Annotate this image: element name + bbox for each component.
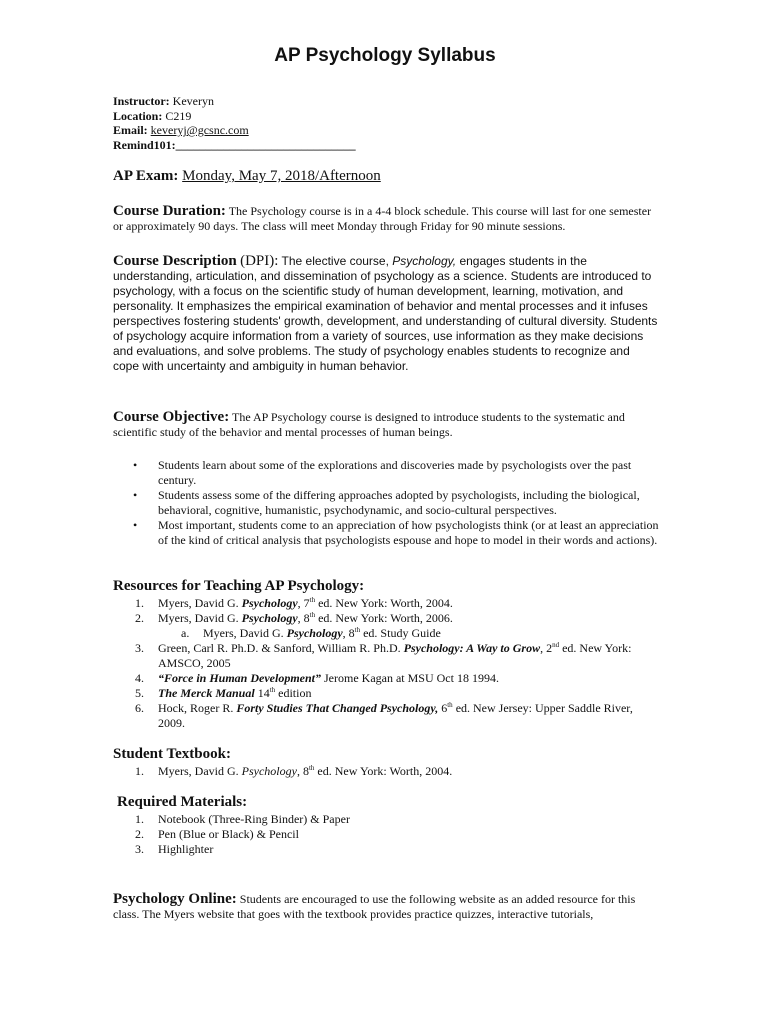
list-item: 3. Highlighter xyxy=(135,842,214,856)
textbook-heading: Student Textbook: xyxy=(113,746,231,762)
course-description-italic: Psychology, xyxy=(392,254,457,268)
location-value: C219 xyxy=(165,108,192,123)
ap-exam-line xyxy=(113,168,663,185)
course-description-text: engages students in the understanding, articulation, and dissemination of psychology as a science. Students are introduced to psychology, with a focus on the scientific study of human development, learning, motivation, and personality. It emphasizes the empirical examination of behavior and mental processes and it infuses perspectives fostering students' growth, development, and understanding of cultural diversity. Students of psychology acquire information from a variety of sources, use information as they make decisions and evaluations, and solve problems. The study of psychology enables students to recognize and cope with uncertainty and ambiguity in human behavior. xyxy=(113,254,658,373)
list-item: 1. Myers, David G. Psychology, 8th ed. New York: Worth, 2004. xyxy=(135,764,453,778)
bullet-icon: • xyxy=(133,518,138,532)
location-label: Location: xyxy=(113,108,163,123)
resources-heading: Resources for Teaching AP Psychology: xyxy=(113,578,365,594)
bullet-icon: • xyxy=(133,488,138,502)
objective-bullets xyxy=(113,458,663,548)
psychology-online-text: Students are encouraged to use the following website as an added resource for this class. The Myers website that goes with the textbook provides practice quizzes, interactive tutorials, xyxy=(113,892,636,921)
course-duration-text: The Psychology course is in a 4-4 block schedule. This course will last for one semester or approximately 90 days. The class will meet Monday through Friday for 90 minute sessions. xyxy=(113,204,652,233)
course-description-label: Course Description xyxy=(113,253,237,269)
remind-label: Remind101: xyxy=(113,137,176,152)
list-item: • Students learn about some of the explorations and discoveries made by psychologists over the past century. xyxy=(133,458,632,487)
list-item: 3. Green, Carl R. Ph.D. & Sanford, William R. Ph.D. Psychology: A Way to Grow, 2nd ed. New York: AMSCO, 2005 xyxy=(135,641,632,670)
remind-blank: ______________________________ xyxy=(175,137,356,152)
course-duration xyxy=(113,204,653,234)
instructor-info xyxy=(113,94,663,152)
materials-list xyxy=(113,812,633,857)
list-item: • Most important, students come to an appreciation of how psychologists think (or at least an appreciation of the kind of critical analysis that psychologists espouse and hope to model in their words and actions). xyxy=(133,518,659,547)
document-title: AP Psychology Syllabus xyxy=(274,45,496,66)
instructor-line xyxy=(113,94,663,109)
instructor-value: Keveryn xyxy=(172,94,214,108)
course-objective xyxy=(113,410,658,440)
remind-line xyxy=(113,138,663,153)
course-description-tag: (DPI): xyxy=(240,253,279,269)
location-line xyxy=(113,109,663,124)
list-item: • Students assess some of the differing approaches adopted by psychologists, including the biological, behavioral, cognitive, humanistic, psychodynamic, and socio-cultural perspectives. xyxy=(133,488,640,517)
list-item: 6. Hock, Roger R. Forty Studies That Changed Psychology, 6th ed. New Jersey: Upper Saddle River, 2009. xyxy=(135,701,633,730)
ap-exam-label: AP Exam: xyxy=(113,168,179,184)
ap-exam-date: Monday, May 7, 2018/Afternoon xyxy=(182,168,381,184)
email-line xyxy=(113,123,663,138)
course-objective-text: The AP Psychology course is designed to introduce students to the systematic and scientific study of the behavior and mental processes of human beings. xyxy=(113,410,625,439)
psychology-online xyxy=(113,892,653,922)
textbook-list xyxy=(113,764,633,779)
materials-heading: Required Materials: xyxy=(117,794,248,810)
instructor-label: Instructor: xyxy=(113,94,170,108)
bullet-icon: • xyxy=(133,458,138,472)
list-item: a. Myers, David G. Psychology, 8th ed. Study Guide xyxy=(181,626,441,640)
list-item: 1. Notebook (Three-Ring Binder) & Paper xyxy=(135,812,350,826)
list-item: 4. “Force in Human Development” Jerome Kagan at MSU Oct 18 1994. xyxy=(135,671,499,685)
email-label: Email: xyxy=(113,123,148,137)
email-link[interactable]: keveryj@gcsnc.com xyxy=(150,123,249,137)
psychology-online-label: Psychology Online: xyxy=(113,891,237,907)
course-description xyxy=(113,254,658,374)
list-item: 1. Myers, David G. Psychology, 7th ed. New York: Worth, 2004. xyxy=(135,596,453,610)
resources-list xyxy=(113,596,633,731)
course-objective-label: Course Objective: xyxy=(113,409,230,425)
list-item: 2. Pen (Blue or Black) & Pencil xyxy=(135,827,299,841)
course-duration-label: Course Duration: xyxy=(113,203,226,219)
list-item: 2. Myers, David G. Psychology, 8th ed. New York: Worth, 2006. xyxy=(135,611,453,625)
list-item: 5. The Merck Manual 14th edition xyxy=(135,686,312,700)
course-description-pre: The elective course, xyxy=(281,254,389,268)
